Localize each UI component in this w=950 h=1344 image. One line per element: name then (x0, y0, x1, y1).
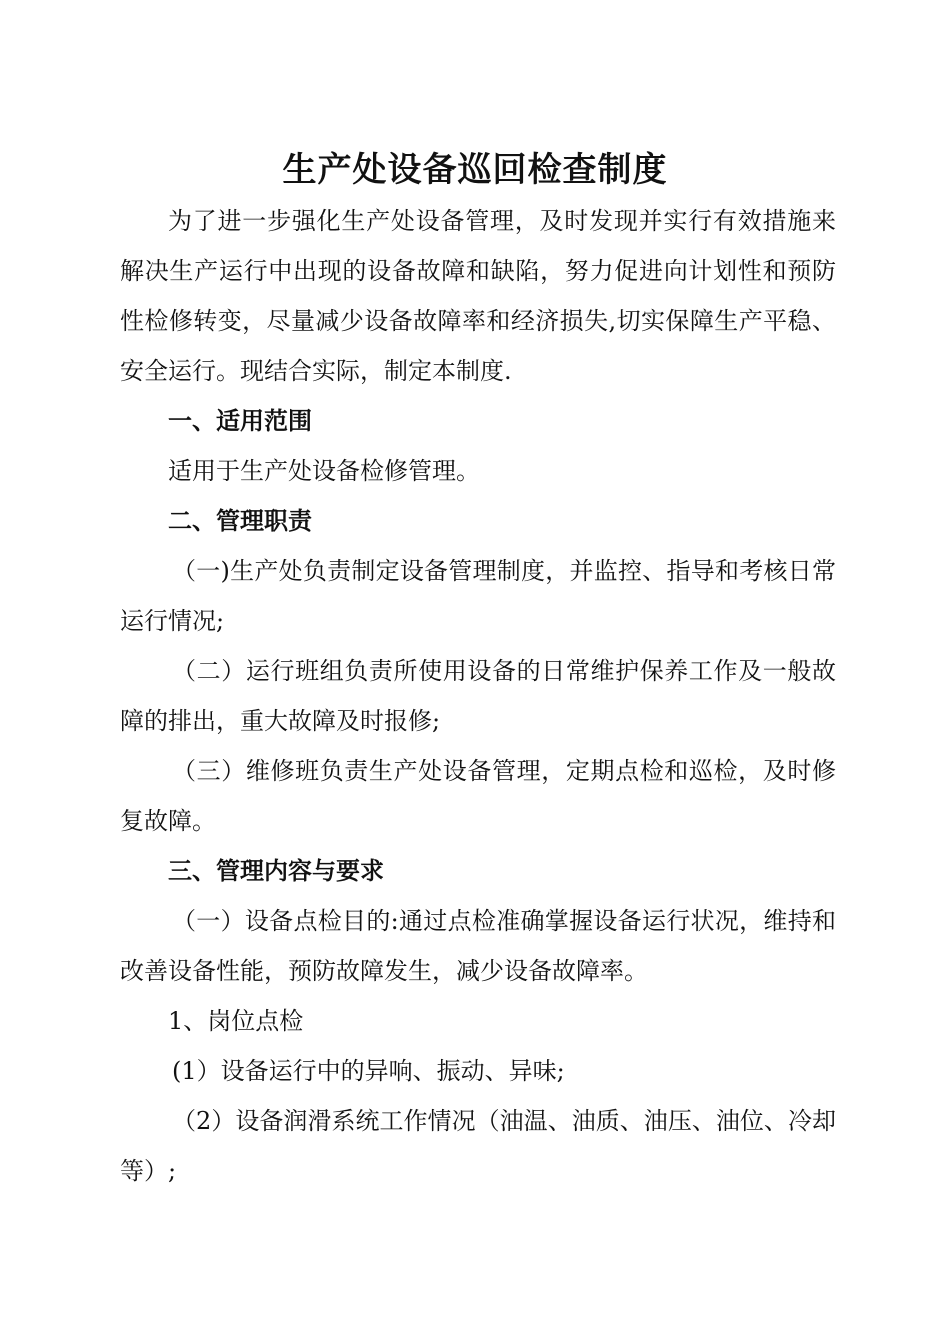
inspection-point-2: （2）设备润滑系统工作情况（油温、油质、油压、油位、冷却等）; (120, 1107, 836, 1185)
section-heading-responsibilities: 二、管理职责 (168, 507, 312, 535)
responsibility-item-3: （三）维修班负责生产处设备管理，定期点检和巡检，及时修复故障。 (120, 757, 836, 835)
scope-paragraph: 适用于生产处设备检修管理。 (168, 457, 480, 485)
section-heading-scope: 一、适用范围 (168, 407, 312, 435)
section-heading-requirements: 三、管理内容与要求 (168, 857, 384, 885)
responsibility-item-2: （二）运行班组负责所使用设备的日常维护保养工作及一般故障的排出，重大故障及时报修; (120, 657, 836, 735)
responsibility-item-1: （一)生产处负责制定设备管理制度，并监控、指导和考核日常运行情况; (120, 557, 836, 635)
document-body (120, 196, 836, 1196)
intro-paragraph: 为了进一步强化生产处设备管理，及时发现并实行有效措施来解决生产运行中出现的设备故障和缺陷，努力促进向计划性和预防性检修转变，尽量减少设备故障率和经济损失,切实保障生产平稳、安全运行。现结合实际，制定本制度. (120, 207, 836, 385)
inspection-point-1: (1）设备运行中的异响、振动、异味; (172, 1057, 565, 1085)
requirement-item-1: （一）设备点检目的:通过点检准确掌握设备运行状况，维持和改善设备性能，预防故障发生，减少设备故障率。 (120, 907, 836, 985)
document-title: 生产处设备巡回检查制度 (282, 150, 668, 190)
subsection-post-inspection: 1、岗位点检 (168, 1007, 304, 1035)
